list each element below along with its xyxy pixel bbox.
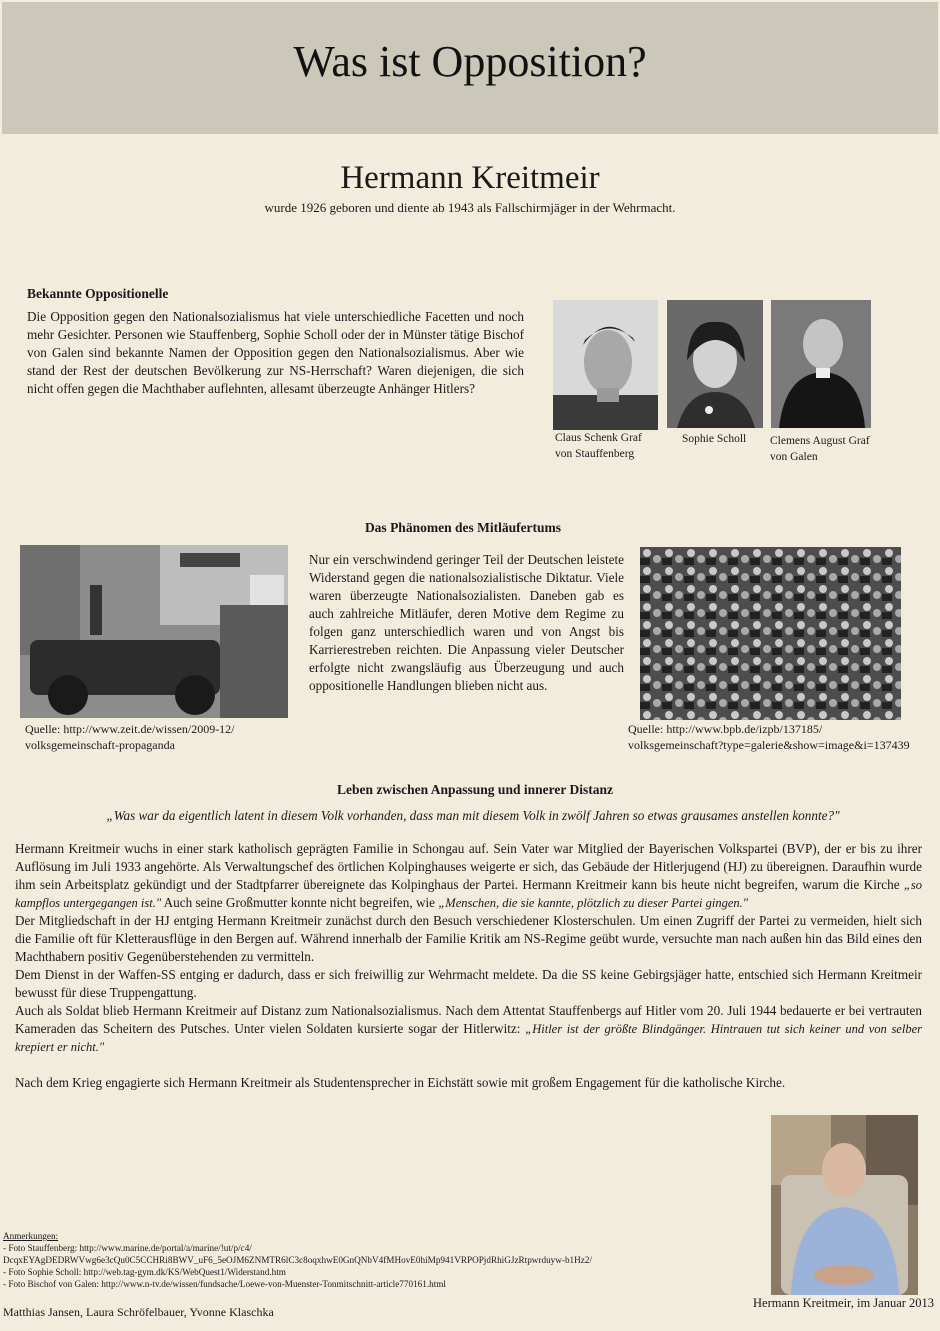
section-text-known-opposition: Die Opposition gegen den Nationalsozialismus hat viele unterschiedliche Facetten und noch mehr Gesichter. Personen wie Stauffenberg, Sophie Scholl oder der in Münster tätige Bischof von Galen sind bekannte Namen der Opposition gegen den Nationalsozialismus. Aber wie stand der Rest der deutschen Bevölkerung zur NS-Herrschaft? Waren diejenigen, die sich nicht offen gegen die Machthaber auflehnten, allesamt überzeugte Anhänger Hitlers? [27, 309, 524, 396]
caption-sophie-scholl: Sophie Scholl [682, 433, 747, 445]
annotations-title: Anmerkungen: [3, 1231, 59, 1241]
person-subtitle: wurde 1926 geboren und diente ab 1943 als Fallschirmjäger in der Wehrmacht. [264, 200, 676, 215]
annotations [3, 1230, 763, 1290]
source-left-line2: volksgemeinschaft-propaganda [25, 738, 175, 752]
person-name: Hermann Kreitmeir [340, 160, 600, 196]
source-left-line1: Quelle: http://www.zeit.de/wissen/2009-12/ [25, 722, 235, 736]
authors: Matthias Jansen, Laura Schröfelbauer, Yvonne Klaschka [3, 1305, 274, 1319]
photo-sophie-scholl [667, 300, 763, 428]
source-right-line2: volksgemeinschaft?type=galerie&show=image&i=137439 [628, 738, 910, 752]
poster-title: Was ist Opposition? [293, 37, 647, 86]
annotation-line: - Foto Bischof von Galen: http://www.n-tv.de/wissen/fundsache/Loewe-von-Muenster-Tonmitschnitt-article770161.html [3, 1279, 446, 1289]
annotation-line: - Foto Stauffenberg: http://www.marine.de/portal/a/marine/!ut/p/c4/ [3, 1243, 252, 1253]
section-heading-followers: Das Phänomen des Mitläufertums [364, 520, 562, 535]
annotation-line: DcqxEYAgDEDRWVwg6e3cQu0C5CCHRi8BWV_uF6_5eOJM6ZNMTR6lC3c8oqxhwE0GnQNbV4fMHovE0hiMp941VRPOPjdRhiGJzRtpwrduyw-b1Hz2/ [3, 1255, 593, 1265]
caption-stauffenberg: Claus Schenk Graf von Stauffenberg [555, 432, 642, 460]
annotation-line: - Foto Sophie Scholl: http://web.tag-gym.dk/KS/WebQuest1/Widerstand.htm [3, 1267, 286, 1277]
life-paragraph-2: Der Mitgliedschaft in der HJ entging Hermann Kreitmeir zunächst durch den Besuch verschiedener Klosterschulen. Um einen Zugriff der Partei zu vermeiden, hielt sich die Familie oft für Kletterausflüge in den Bergen auf. Während innerhalb der Familie Kritik am NS-Regime geübt wurde, versuchte man nach außen hin das Bild eines den Machthabern positiv Gegenüberstehenden zu vermitteln. [15, 913, 922, 964]
caption-von-galen: Clemens August Graf von Galen [770, 435, 870, 463]
life-paragraph-5: Nach dem Krieg engagierte sich Hermann Kreitmeir als Studentensprecher in Eichstätt sowie mit großem Engagement für die katholische Kirche. [15, 1075, 786, 1090]
photo-stauffenberg [553, 300, 658, 430]
poster-header [2, 2, 938, 134]
section-heading-life: Leben zwischen Anpassung und innerer Distanz [337, 782, 613, 797]
photo-von-galen [771, 300, 871, 428]
section-text-followers: Nur ein verschwindend geringer Teil der Deutschen leistete Widerstand gegen die nationalsozialistische Diktatur. Viele waren überzeugte Nationalsozialisten. Daneben gab es auch zahlreiche Mitläufer, deren Motive dem Regime zu folgen ganz unterschiedlich waren und von Angst bis Karrierestreben reichten. Die Anpassung vieler Deutscher erfolgte nicht zwangsläufig aus Überzeugung und auch oppositionelle Handlungen blieben nicht aus. [309, 552, 624, 693]
life-paragraph-3: Dem Dienst in der Waffen-SS entging er dadurch, dass er sich freiwillig zur Wehrmacht meldete. Da die SS keine Gebirgsjäger hatte, entschied sich Hermann Kreitmeir bewusst für diese Truppengattung. [15, 967, 922, 1000]
source-right-line1: Quelle: http://www.bpb.de/izpb/137185/ [628, 722, 823, 736]
life-paragraph-4: Auch als Soldat blieb Hermann Kreitmeir auf Distanz zum Nationalsozialismus. Nach dem Attentat Stauffenbergs auf Hitler vom 20. Juli 1944 bedauerte er bei vertrauten Kameraden das Scheitern des Putsches. Unter vielen Soldaten kursierte sogar der Hitlerwitz: „Hitler ist der größte Blindgänger. Hintrauen tut sich keiner und von selber krepiert er nicht." [15, 1003, 922, 1054]
photo-propaganda-parade [20, 545, 288, 718]
photo-hermann-kreitmeir [771, 1115, 918, 1295]
section-heading-known-opposition: Bekannte Oppositionelle [27, 286, 169, 301]
section-quote: „Was war da eigentlich latent in diesem Volk vorhanden, dass man mit diesem Volk in zwölf Jahren so etwas grausames anstellen konnte?" [106, 808, 840, 823]
life-paragraph-1: Hermann Kreitmeir wuchs in einer stark katholisch geprägten Familie in Schongau auf. Sein Vater war Mitglied der Bayerischen Volkspartei (BVP), der er bis zu ihrer Auflösung im Juli 1933 angehörte. Als Verwaltungschef des örtlichen Kolpinghauses weigerte er sich, das Gebäude der Hitlerjugend (HJ) zu übereignen. Daraufhin wurde ihm sein Arbeitsplatz gekündigt und der Stadtpfarrer übereignete das Kolpinghaus der Partei. Hermann Kreitmeir kann bis heute nicht begreifen, warum die Kirche „so kampflos untergegangen ist." Auch seine Großmutter konnte nicht begreifen, wie „Menschen, die sie kannte, plötzlich zu dieser Partei gingen." [15, 841, 922, 910]
section-text-life [15, 840, 922, 1092]
photo-crowd-salute [640, 547, 901, 720]
caption-hermann-kreitmeir: Hermann Kreitmeir, im Januar 2013 [753, 1296, 935, 1310]
